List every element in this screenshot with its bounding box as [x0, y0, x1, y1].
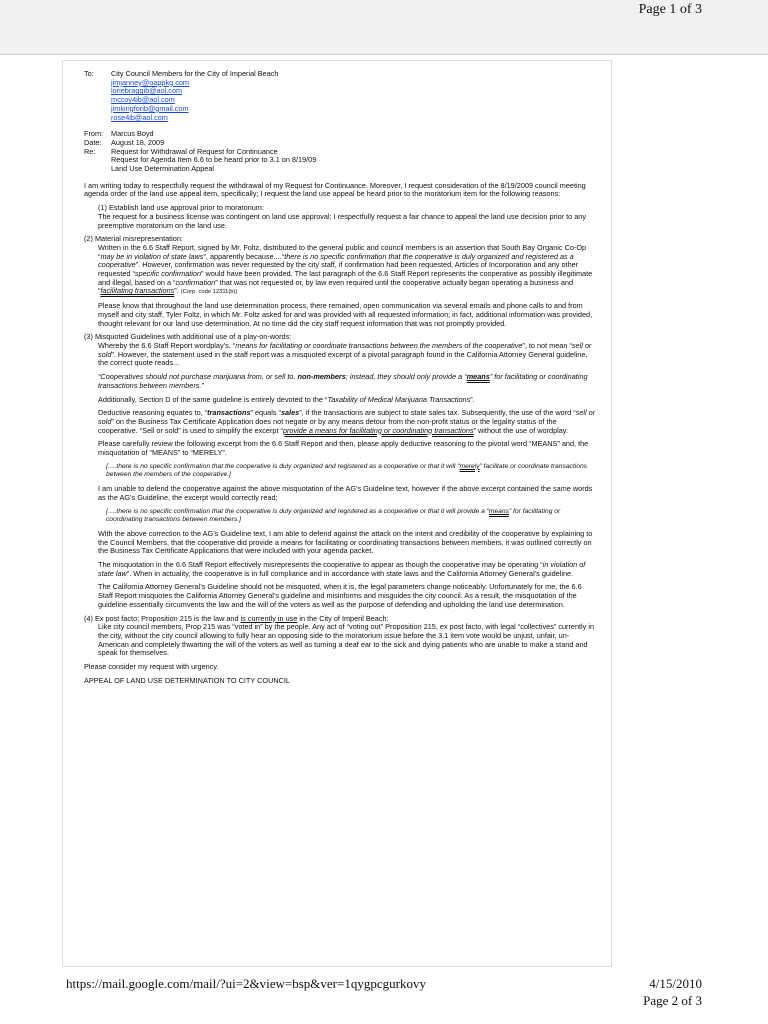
text-run: in the City of Imperil Beach:: [297, 613, 389, 623]
ag-quote: [98, 373, 596, 390]
text-run: means for facilitating or coordinate transactions between the members of the cooperative: [235, 340, 523, 350]
section-3: [84, 333, 596, 368]
section-2-paragraph: Please know that throughout the land use determination process, there remained, open communication via several emails and phone calls to and from myself and city staff, Tyler Foltz, in which Mr. Foltz asked for and was provided with all requested information; in fact, additional information was provided, thought relevant for our land use determination. At no time did the city staff request information that was not promptly provided.: [98, 301, 593, 328]
text-run: sales: [280, 408, 300, 418]
text-run: ”. When in actuality, the cooperative is in full compliance and in accordance with state laws and the California Attorney General’s guideline.: [126, 568, 574, 578]
text-run: ” without the use of wordplay.: [473, 425, 568, 435]
section-3-title: (3) Misquoted Guidelines with additional use of a play-on-words:: [84, 332, 292, 342]
re-line: Request for Withdrawal of Request for Continuance: [111, 146, 278, 156]
text-run: ”, apparently because....“: [203, 251, 285, 261]
re-line: Land Use Determination Appeal: [111, 164, 215, 174]
from-value: Marcus Boyd: [111, 129, 154, 139]
text-run: Whereby the 6.6 Staff Report wordplay’s, “: [98, 340, 236, 350]
text-run: ”.: [470, 394, 475, 404]
text-run: ”, to not mean “: [522, 340, 572, 350]
text-run: ” that was not requested or, by law even required until the cooperative actually began operating a business and “: [98, 277, 574, 296]
email-link[interactable]: jimjanney@oappkg.com: [111, 77, 189, 87]
text-run: [….there is no specific confirmation that the cooperative is duly organized and registered as a cooperative or that it will “: [106, 462, 460, 470]
re-line: Request for Agenda Item 6.6 to be heard prior to 3.1 on 8/19/09: [111, 155, 317, 165]
text-run: ; instead, they should only provide a “: [345, 372, 467, 382]
excerpt-2: [106, 508, 596, 525]
text-run: transactions: [207, 408, 251, 418]
to-value: City Council Members for the City of Imperial Beach: [111, 69, 279, 78]
re-label: Re:: [84, 146, 96, 156]
text-run: sell or sold: [98, 408, 596, 426]
text-run: “Cooperatives should not purchase marijuana from, or sell to,: [98, 372, 298, 382]
date-value: August 18, 2009: [111, 137, 165, 147]
deductive-paragraph: [98, 409, 596, 435]
date-label: Date:: [84, 137, 102, 147]
text-run: ” for facilitating or coordinating transactions between members.]: [106, 507, 561, 524]
text-run: ”. However, confirmation was never requested by the city staff, if confirmation had been requested, Articles of Incorporation and any other requested “: [98, 260, 579, 279]
section-2: [84, 235, 596, 297]
email-link[interactable]: rose4ib@aol.com: [111, 112, 168, 122]
text-run: Written in the 6.6 Staff Report, signed by Mr. Foltz, distributed to the general public and council members is an assertion that South Bay Organic Co-Op “: [98, 242, 587, 261]
page-number-top: Page 1 of 3: [638, 2, 702, 17]
text-run: is currently in use: [240, 613, 298, 623]
footer-date: 4/15/2010: [649, 976, 702, 991]
text-run: [….there is no specific confirmation that the cooperative is duly organized and registered as a cooperative or that it will provide a “: [106, 507, 489, 515]
email-link[interactable]: loriebraggib@aol.com: [111, 86, 183, 96]
text-run: means: [466, 372, 490, 382]
memo-meta: [84, 130, 596, 174]
text-run: provide a means for facilitating or coordinating transactions: [282, 425, 474, 435]
section-2-title: (2) Material misrepresentation:: [84, 234, 183, 244]
section-1-title: (1) Establish land use approval prior to moratorium:: [98, 203, 264, 213]
guideline-paragraph: The California Attorney General’s Guideline should not be misquoted, when it is, the legal parameters change noticeably. Unfortunately for me, the 6.6 Staff Report misquotes the California Attorney General’s guideline and misinforms and misguides the city council. As a result, the misquotation of the guideline essentially circumvents the law and the will of the voters as well as the purpose of defending and upholding the land use determination.: [98, 582, 582, 609]
text-run: sell or sold: [98, 340, 592, 359]
appeal-heading: APPEAL OF LAND USE DETERMINATION TO CITY COUNCIL: [84, 675, 290, 685]
text-run: specific confirmation: [134, 269, 202, 279]
text-run: confirmation: [175, 277, 216, 287]
text-run: facilitating transactions: [100, 286, 175, 296]
text-run: means: [488, 507, 509, 515]
review-paragraph: Please carefully review the following excerpt from the 6.6 Staff Report and then, please apply deductive reasoning to the pivotal word “MEANS” and, the misquotation of “MEANS” to “MERELY”.: [98, 439, 589, 458]
text-run: non-members: [297, 372, 346, 382]
text-run: ”. However, the statement used in the staff report was a misquoted excerpt of a pivotal paragraph found in the California Attorney General guideline, the correct quote reads...: [98, 349, 588, 368]
email-link[interactable]: jimkingforib@gmail.com: [111, 103, 189, 113]
text-run: ”, if the transactions are subject to state sales tax. Subsequently, the use of the word “: [299, 408, 576, 418]
section-4: [84, 615, 596, 659]
text-run: ” on the Business Tax Certificate Application does not negate or by any means detour from the non-profit status or the legality status of the cooperative. “Sell or sold” is used to simplify the excerpt “: [98, 416, 557, 435]
section-4-text: Like city council members, Prop 215 was “voted in” by the people. Any act of “voting out” Proposition 215, ex post facto, with legal “collectives” currently in the city, without the city council allowing to fully hear an opposing side to the moratorium issue before the 3.1 item vote would be unjust, unfair, un-American and completely thwarting the will of the voters as well as turning a deaf ear to the sick and dying patients who are unable to make a stand and speak for themselves.: [98, 622, 595, 658]
correction-paragraph: With the above correction to the AG’s Guideline text, I am able to defend against the attack on the intent and credibility of the cooperative by explaining to the Council Members, that the cooperative did provide a means for facilitating or coordinating transactions between members, it was outlined correctly on the Business Tax Certificate Applications that were included with your agenda packet.: [98, 528, 593, 556]
closing-line: Please consider my request with urgency.: [84, 662, 219, 672]
from-label: From:: [84, 129, 104, 139]
email-link[interactable]: mccoy4ib@aol.com: [111, 95, 175, 105]
corp-code: (Corp. code 12311(b)): [180, 289, 238, 296]
text-run: ” for facilitating or coordinating transactions between members.”: [98, 372, 588, 390]
footer-url: https://mail.google.com/mail/?ui=2&view=bsp&ver=1qygpcgurkovy: [66, 976, 426, 991]
excerpt-1: [106, 463, 596, 480]
misquotation-paragraph: [98, 561, 596, 578]
section-1: [98, 204, 596, 230]
intro-paragraph: I am writing today to respectfully request the withdrawal of my Request for Continuance. Moreover, I request consideration of the 8/19/2009 council meeting agenda order of the land use appeal item, specifically; I request the land use appeal be heard prior to the moratorium item for the following reasons:: [84, 180, 586, 199]
section-1-text: The request for a business license was contingent on land use approval; I respectfully request a fair chance to appeal the land use decision prior to any preemptive moratorium on the land use.: [98, 211, 586, 230]
text-run: ” equals “: [250, 408, 281, 418]
section-d-paragraph: [98, 396, 596, 405]
text-run: Taxability of Medical Marijuana Transactions: [327, 394, 471, 404]
text-run: may be in violation of state laws: [100, 251, 204, 261]
text-run: merely: [459, 462, 480, 470]
unable-paragraph: I am unable to defend the cooperative against the above misquotation of the AG’s Guideline text, however if the above excerpt contained the same words as the AG’s Guideline, the excerpt would correctly read;: [98, 484, 593, 502]
text-run: there is no specific confirmation that the cooperative is duly organized and registered as a cooperative: [98, 251, 574, 270]
text-run: ” would have been provided. The last paragraph of the 6.6 Staff Report represents the cooperative as possibly illegitimate and illegal, based on a “: [98, 269, 593, 287]
to-label: To:: [84, 69, 94, 78]
text-run: in violation of state law: [98, 560, 586, 578]
memo-header: [84, 70, 596, 122]
email-body: [84, 70, 596, 690]
text-run: Additionally, Section D of the same guideline is entirely devoted to the “: [98, 394, 328, 404]
text-run: Deductive reasoning equates to, “: [98, 408, 208, 418]
text-run: ” facilitate or coordinate transactions between the members of the cooperative.]: [106, 462, 588, 479]
text-run: (4) Ex post facto; Proposition 215 is the law and: [84, 613, 241, 623]
text-run: The misquotation in the 6.6 Staff Report effectively misrepresents the cooperative to appear as though the cooperative may be operating “: [98, 560, 543, 570]
text-run: ”.: [174, 286, 179, 296]
footer-page-number: Page 2 of 3: [643, 993, 702, 1008]
